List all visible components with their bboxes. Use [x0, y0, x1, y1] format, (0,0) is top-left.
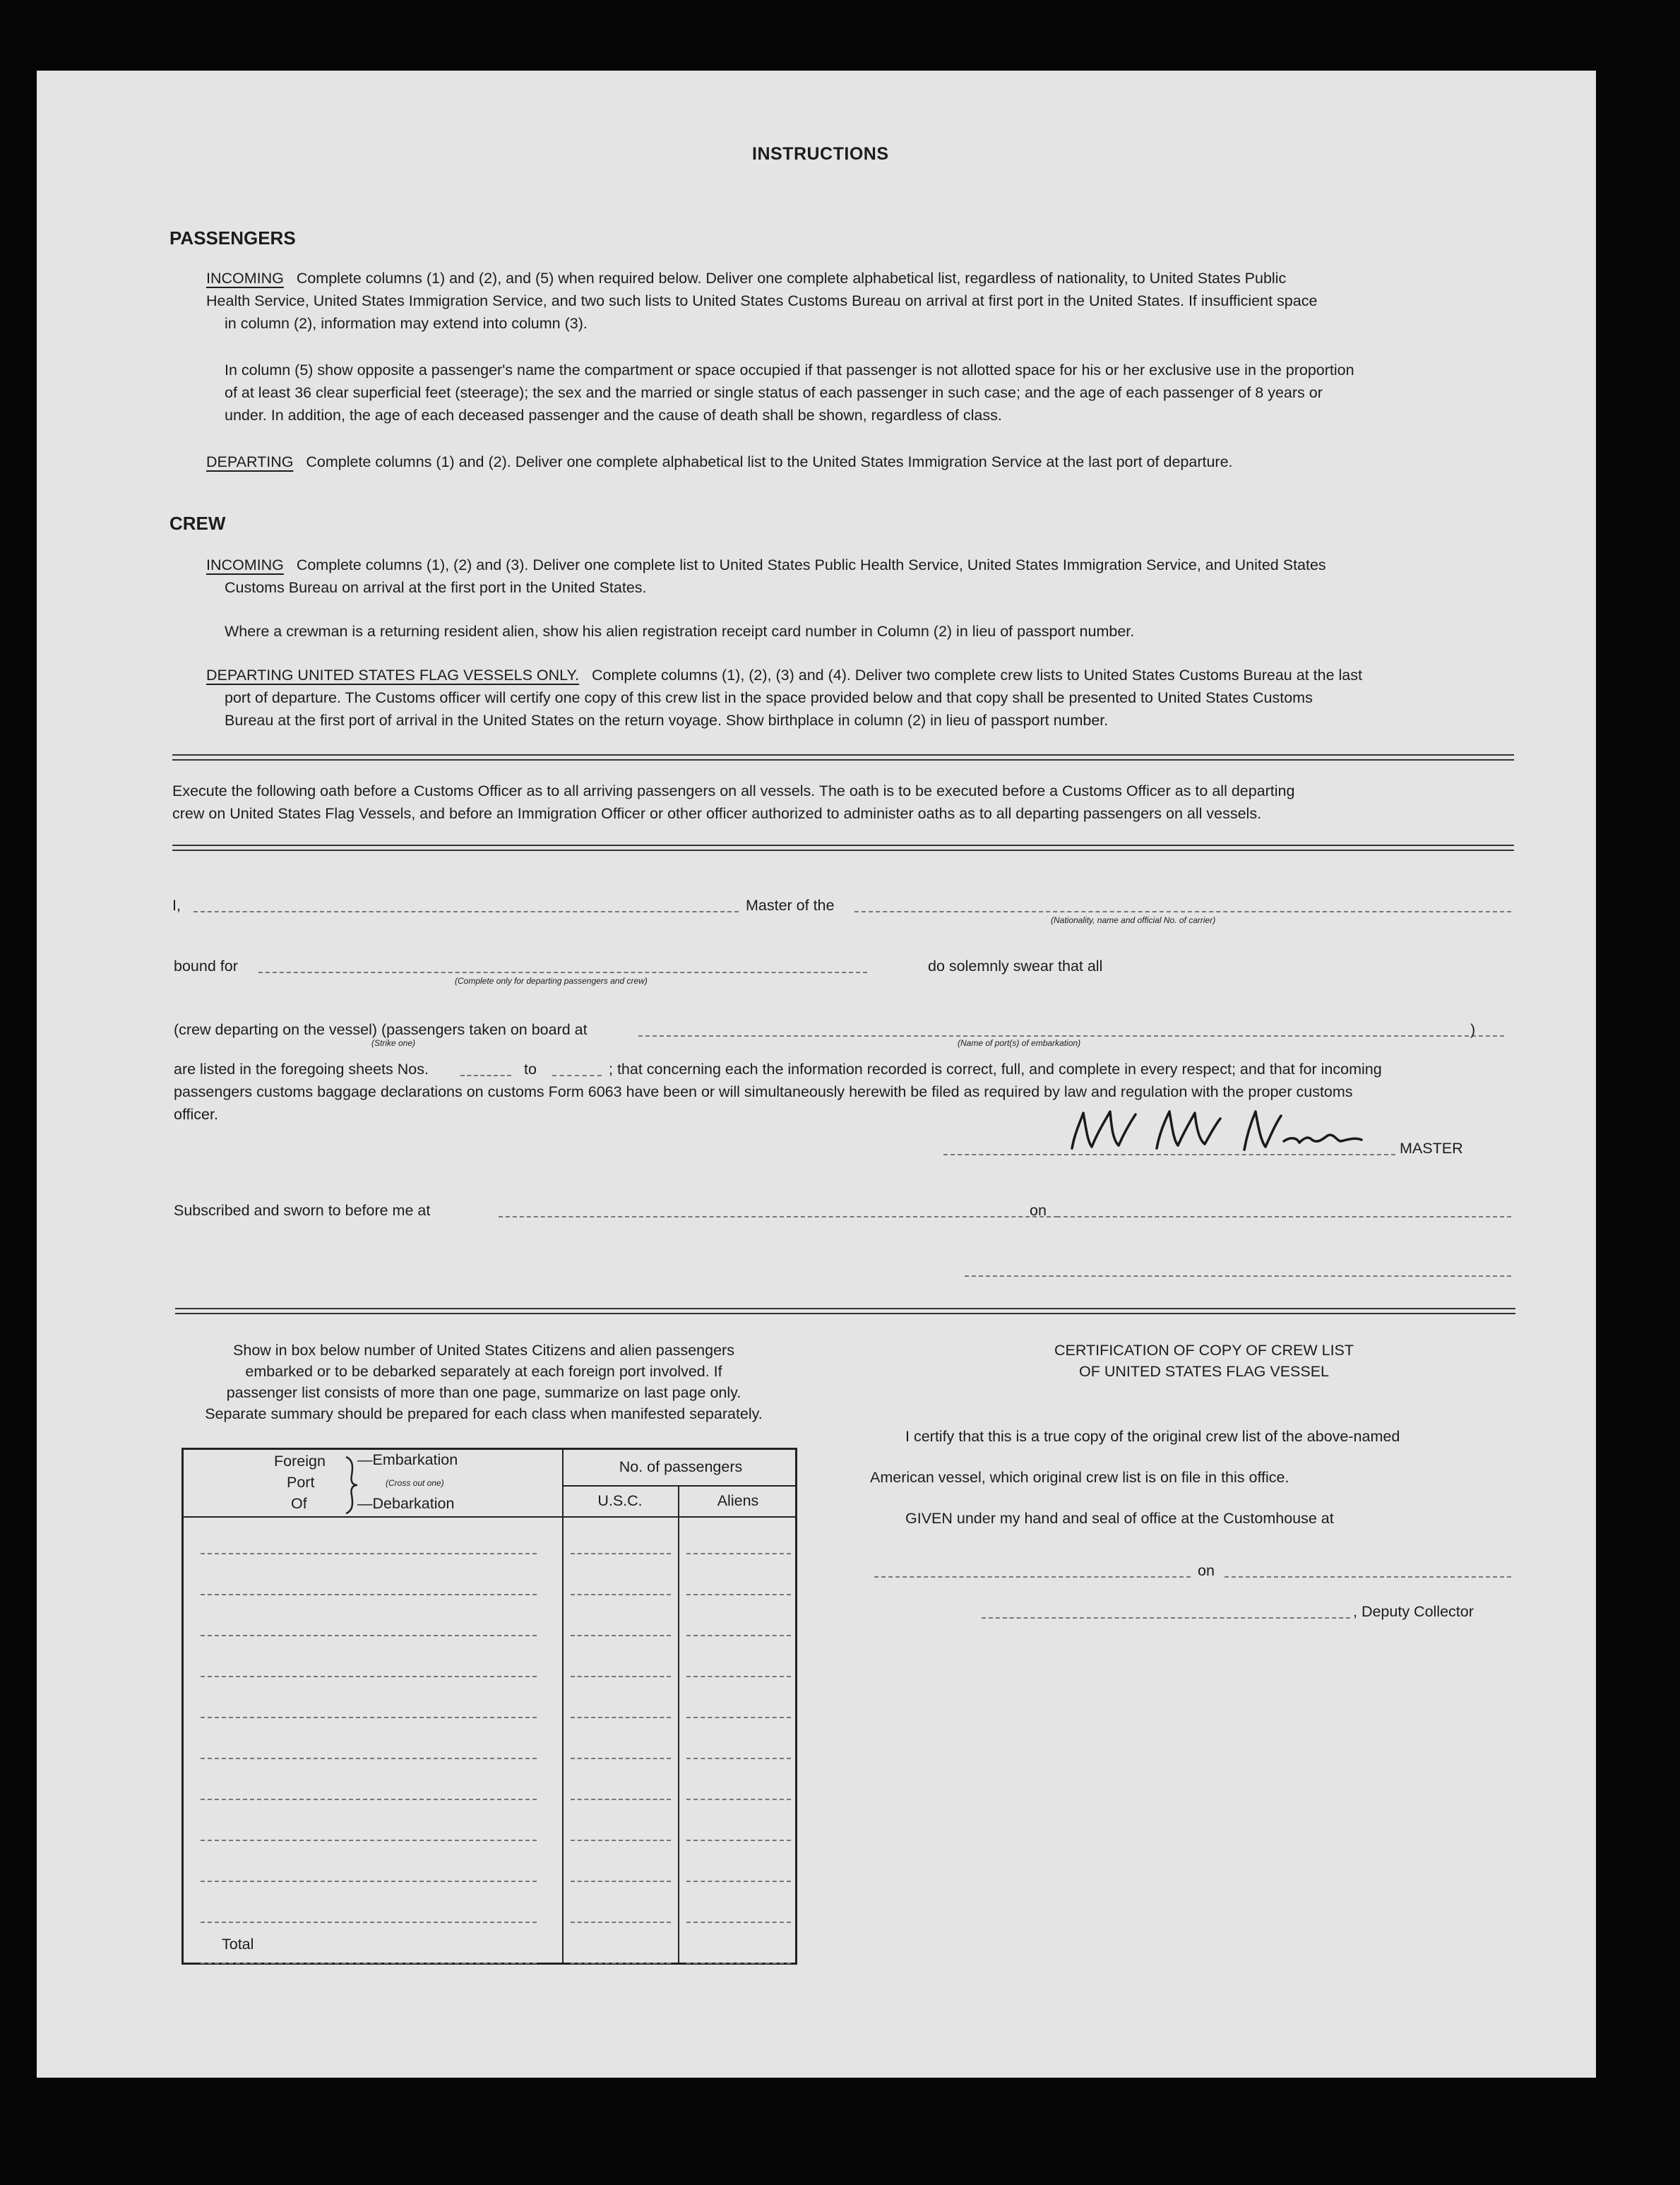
crew-passengers-label: (crew departing on the vessel) (passengers taken on board at	[174, 1021, 588, 1038]
ports-note: (Name of port(s) of embarkation)	[958, 1038, 1081, 1048]
summary-entry-line[interactable]	[571, 1922, 671, 1923]
summary-entry-line[interactable]	[201, 1717, 537, 1718]
oath-instructions-line2: crew on United States Flag Vessels, and before an Immigration Officer or other officer authorized to administer oaths as to all departing passengers on all vessels.	[172, 805, 1262, 822]
header-bottom	[184, 1516, 795, 1518]
deputy-collector-label: , Deputy Collector	[1353, 1603, 1474, 1620]
summary-entry-line[interactable]	[201, 1799, 537, 1800]
summary-entry-line[interactable]	[686, 1922, 791, 1923]
summary-intro-line4: Separate summary should be prepared for each class when manifested separately.	[205, 1405, 763, 1422]
passengers-incoming-label: INCOMING	[206, 270, 284, 287]
certification-on-label: on	[1198, 1562, 1215, 1579]
crew-flag-line3: Bureau at the first port of arrival in the United States on the return voyage. Show birthplace in column (2) in lieu of passport number.	[225, 712, 1109, 729]
col-embarkation: —Embarkation	[357, 1451, 458, 1468]
bound-for-label: bound for	[174, 958, 238, 975]
passengers-departing-label: DEPARTING	[206, 453, 294, 470]
sworn-place-field[interactable]	[499, 1216, 1058, 1217]
col-divider	[678, 1485, 679, 1963]
oath-i-label: I,	[172, 897, 181, 914]
sheet-from-field[interactable]	[460, 1075, 511, 1076]
summary-entry-line[interactable]	[571, 1594, 671, 1595]
passengers-incoming-line2: Health Service, United States Immigration Service, and two such lists to United States Customs Bureau on arrival at first port in the United States. If insufficient space	[206, 292, 1318, 309]
certification-heading-line1: CERTIFICATION OF COPY OF CREW LIST	[1054, 1342, 1354, 1359]
column5-line3: under. In addition, the age of each deceased passenger and the cause of death shall be shown, regardless of class.	[225, 407, 1002, 424]
summary-entry-line[interactable]	[686, 1635, 791, 1636]
passengers-departing-text: Complete columns (1) and (2). Deliver one complete alphabetical list to the United States Immigration Service at the last port of departure.	[306, 453, 1233, 470]
summary-entry-line[interactable]	[201, 1963, 537, 1964]
listed-a: are listed in the foregoing sheets Nos.	[174, 1061, 429, 1078]
col-foreign: Foreign	[274, 1453, 326, 1470]
listed-line3: officer.	[174, 1106, 218, 1123]
master-of-the-label: Master of the	[746, 897, 835, 914]
summary-entry-line[interactable]	[571, 1717, 671, 1718]
col-divider	[562, 1450, 564, 1963]
crew-incoming-line2: Customs Bureau on arrival at the first port in the United States.	[225, 579, 647, 596]
header-divider	[562, 1485, 795, 1487]
summary-entry-line[interactable]	[686, 1963, 791, 1964]
bound-for-field[interactable]	[258, 972, 867, 973]
summary-entry-line[interactable]	[686, 1799, 791, 1800]
listed-b: ; that concerning each the information recorded is correct, full, and complete in every respect; and that for incoming	[609, 1061, 1382, 1078]
certification-date-field[interactable]	[1225, 1576, 1511, 1578]
passengers-incoming-paragraph	[206, 267, 1511, 290]
crew-flag-label: DEPARTING UNITED STATES FLAG VESSELS ONLY.	[206, 667, 580, 684]
divider	[172, 754, 1514, 761]
summary-entry-line[interactable]	[571, 1635, 671, 1636]
summary-entry-line[interactable]	[571, 1881, 671, 1882]
strike-one-note: (Strike one)	[371, 1038, 416, 1048]
officer-signature-field[interactable]	[965, 1275, 1511, 1277]
summary-intro-line3: passenger list consists of more than one page, summarize on last page only.	[226, 1384, 741, 1401]
summary-entry-line[interactable]	[201, 1635, 537, 1636]
deputy-collector-field[interactable]	[982, 1617, 1350, 1619]
passengers-incoming-line3: in column (2), information may extend into column (3).	[225, 315, 588, 332]
brace-icon	[343, 1455, 359, 1515]
customhouse-field[interactable]	[874, 1576, 1191, 1578]
summary-entry-line[interactable]	[201, 1922, 537, 1923]
sworn-date-field[interactable]	[1056, 1216, 1511, 1217]
col-cross-out: (Cross out one)	[386, 1478, 444, 1488]
certification-line2: American vessel, which original crew list is on file in this office.	[870, 1469, 1289, 1486]
summary-entry-line[interactable]	[571, 1799, 671, 1800]
close-paren: )	[1470, 1021, 1476, 1038]
summary-intro-line2: embarked or to be debarked separately at each foreign port involved. If	[245, 1363, 722, 1380]
col-port: Port	[287, 1474, 315, 1491]
crew-incoming-label: INCOMING	[206, 556, 284, 573]
col-no-passengers: No. of passengers	[619, 1458, 743, 1475]
summary-entry-line[interactable]	[201, 1881, 537, 1882]
swear-text: do solemnly swear that all	[928, 958, 1103, 975]
summary-entry-line[interactable]	[201, 1840, 537, 1841]
certification-line1: I certify that this is a true copy of the original crew list of the above-named	[905, 1428, 1400, 1445]
summary-entry-line[interactable]	[571, 1758, 671, 1759]
column5-line2: of at least 36 clear superficial feet (steerage); the sex and the married or single status of each passenger in such case; and the age of each passenger of 8 years or	[225, 384, 1323, 401]
passengers-heading: PASSENGERS	[169, 227, 296, 249]
col-aliens: Aliens	[717, 1492, 759, 1509]
crew-incoming-paragraph	[206, 554, 1326, 576]
passenger-summary-table	[181, 1448, 797, 1965]
summary-intro-line1: Show in box below number of United States Citizens and alien passengers	[233, 1342, 734, 1359]
crew-flag-line1: Complete columns (1), (2), (3) and (4). Deliver two complete crew lists to United States Customs Bureau at the last	[592, 667, 1362, 684]
master-label: MASTER	[1400, 1140, 1463, 1157]
col-of: Of	[291, 1495, 307, 1512]
summary-entry-line[interactable]	[686, 1881, 791, 1882]
summary-entry-line[interactable]	[571, 1676, 671, 1677]
summary-entry-line[interactable]	[201, 1758, 537, 1759]
col-debarkation: —Debarkation	[357, 1495, 455, 1512]
departing-note: (Complete only for departing passengers and crew)	[455, 976, 648, 986]
crew-flag-line2: port of departure. The Customs officer will certify one copy of this crew list in the space provided below and that copy shall be presented to United States Customs	[225, 689, 1313, 706]
certification-line3: GIVEN under my hand and seal of office at the Customhouse at	[905, 1510, 1334, 1527]
summary-entry-line[interactable]	[201, 1676, 537, 1677]
col-usc: U.S.C.	[597, 1492, 643, 1509]
carrier-note: (Nationality, name and official No. of carrier)	[1051, 915, 1216, 925]
column5-line1: In column (5) show opposite a passenger's name the compartment or space occupied if that passenger is not allotted space for his or her exclusive use in the proportion	[225, 362, 1354, 379]
on-label: on	[1030, 1202, 1047, 1219]
summary-entry-line[interactable]	[201, 1553, 537, 1554]
embarkation-ports-field[interactable]	[638, 1035, 1504, 1037]
listed-line2: passengers customs baggage declarations on customs Form 6063 have been or will simultaneously herewith be filed as required by law and regulation with the proper customs	[174, 1083, 1353, 1100]
summary-entry-line[interactable]	[571, 1553, 671, 1554]
summary-entry-line[interactable]	[571, 1963, 671, 1964]
carrier-field[interactable]	[854, 911, 1511, 912]
subscribed-label: Subscribed and sworn to before me at	[174, 1202, 431, 1219]
master-name-field[interactable]	[193, 911, 739, 912]
total-label: Total	[222, 1936, 254, 1953]
summary-entry-line[interactable]	[686, 1840, 791, 1841]
summary-entry-line[interactable]	[201, 1594, 537, 1595]
crew-incoming-line1: Complete columns (1), (2) and (3). Deliver one complete list to United States Public Health Service, United States Immigration Service, and United States	[296, 556, 1326, 573]
crew-resident-text: Where a crewman is a returning resident alien, show his alien registration receipt card number in Column (2) in lieu of passport number.	[225, 623, 1135, 640]
passengers-departing-paragraph	[206, 451, 1233, 473]
divider	[172, 845, 1514, 851]
page-title: INSTRUCTIONS	[752, 144, 889, 164]
listed-to: to	[524, 1061, 537, 1078]
summary-entry-line[interactable]	[686, 1758, 791, 1759]
certification-heading-line2: OF UNITED STATES FLAG VESSEL	[1078, 1363, 1330, 1380]
oath-instructions-line1: Execute the following oath before a Customs Officer as to all arriving passengers on all vessels. The oath is to be executed before a Customs Officer as to all departing	[172, 782, 1295, 799]
summary-entry-line[interactable]	[686, 1676, 791, 1677]
summary-entry-line[interactable]	[571, 1840, 671, 1841]
document-page	[37, 71, 1596, 2078]
crew-heading: CREW	[169, 513, 226, 534]
crew-flag-paragraph	[206, 664, 1362, 686]
sheet-to-field[interactable]	[552, 1075, 602, 1076]
summary-entry-line[interactable]	[686, 1717, 791, 1718]
summary-entry-line[interactable]	[686, 1553, 791, 1554]
summary-entry-line[interactable]	[686, 1594, 791, 1595]
divider	[175, 1308, 1515, 1314]
passengers-incoming-line1: Complete columns (1) and (2), and (5) when required below. Deliver one complete alphabetical list, regardless of nationality, to United States Public	[296, 270, 1287, 287]
master-signature	[1059, 1105, 1384, 1164]
